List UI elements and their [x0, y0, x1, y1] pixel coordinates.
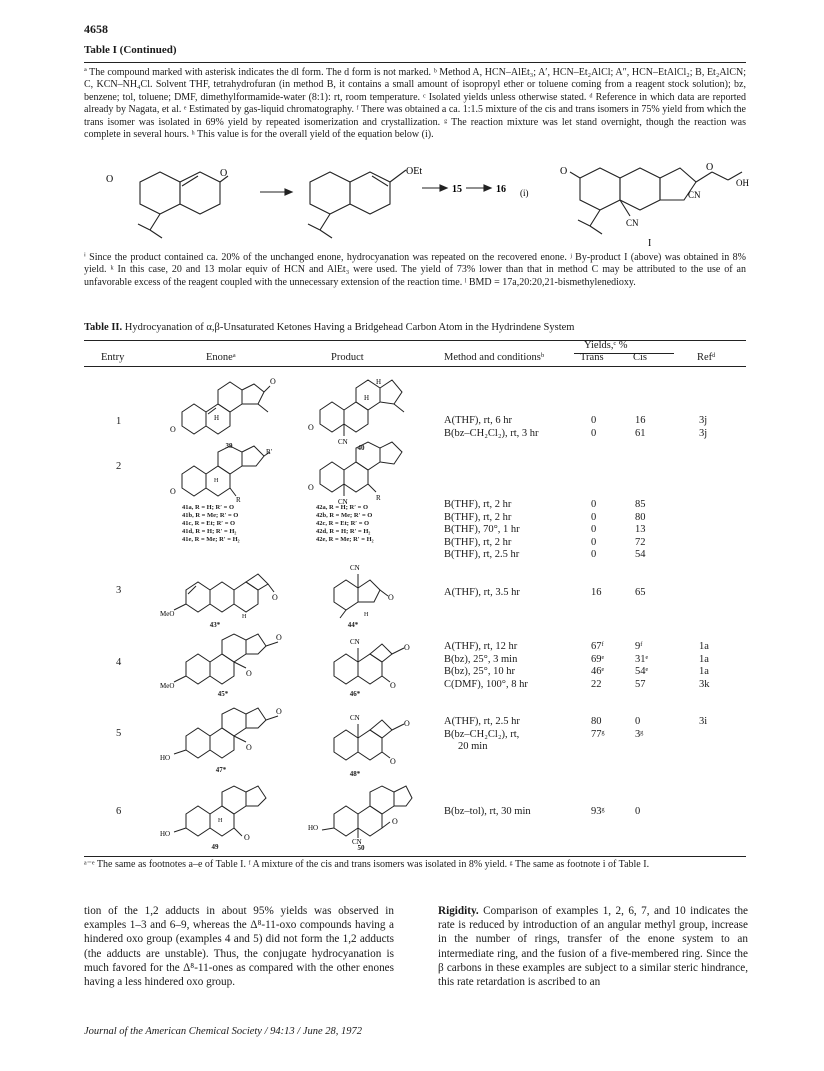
body-right-text: Comparison of examples 1, 2, 6, 7, and 10 indicates the rate is reduced by introduction of an angular methyl group, increase in the number of rings, transfer of the enone system to an intermediate ring, and the fusion of a five-membered ring. Since the β carbons in these examples are subject to a similar steric hindrance, this rate retardation is ascribed to an: [438, 905, 749, 989]
row1-product-h2: H: [364, 394, 370, 402]
row2-enone-structure: [170, 444, 280, 502]
row3-enone-structure: [160, 570, 280, 620]
row1-entry: 1: [116, 416, 122, 427]
row4-product-o1: O: [404, 643, 410, 652]
row5-enone-ho: HO: [160, 754, 171, 762]
row4-entry: 4: [116, 657, 122, 668]
row4-method-4: C(DMF), 100°, 8 hr: [444, 678, 528, 690]
row1-method-2: B(bz–CH₂Cl₂), rt, 3 hr: [444, 427, 539, 439]
row3-enone-label: 43*: [209, 621, 221, 629]
row1-trans-2: 0: [591, 427, 597, 439]
row1-methods: [444, 415, 539, 440]
row6-enone-structure: [160, 784, 290, 840]
row4-product-structure: [320, 632, 420, 692]
row3-product-cn: CN: [350, 564, 360, 572]
row4-cis: [635, 641, 648, 691]
header-ref: Refᵈ: [697, 352, 716, 363]
row4-cis-3: 54ᵉ: [635, 666, 649, 678]
eq-cn-2: CN: [626, 218, 639, 228]
row5-enone-o2: O: [246, 743, 252, 752]
row4-ref-4: 3k: [699, 678, 710, 690]
header-trans: Trans: [580, 352, 604, 363]
row2-method-3: B(THF), 70°, 1 hr: [444, 524, 520, 536]
header-yields: Yields,ᶜ %: [584, 340, 628, 351]
eq-o-3: O: [706, 162, 714, 173]
row2-product-sublabel-5: 42e, R = Me; R′ = H₂: [316, 536, 374, 544]
table2-title: [84, 322, 574, 333]
eq-o-left: O: [106, 174, 114, 185]
row5-enone-label: 47*: [215, 766, 227, 774]
row1-enone-h: H: [214, 414, 220, 422]
row2-enone-h: H: [214, 478, 219, 484]
row3-enone-h: H: [242, 614, 247, 620]
row2-trans-1: 0: [591, 499, 597, 510]
table2-rule-header: [84, 366, 746, 367]
row2-enone-o: O: [170, 487, 176, 496]
row3-cis-1: 65: [635, 587, 646, 598]
row5-ref-1: 3i: [699, 716, 708, 727]
row2-entry: 2: [116, 461, 122, 472]
row1-product-h1: H: [376, 378, 382, 386]
row5-enone-o1: O: [276, 707, 282, 716]
row4-trans-4: 22: [591, 678, 602, 690]
eq-substituent: OEt: [406, 166, 423, 177]
row3-product-structure: [320, 560, 410, 620]
row2-cis-3: 13: [635, 524, 646, 536]
row3-method-1: A(THF), rt, 3.5 hr: [444, 587, 520, 598]
row5-product-label: 48*: [349, 770, 361, 778]
table-continued-label: Table I (Continued): [84, 44, 177, 56]
row2-cis-4: 72: [635, 536, 646, 548]
row1-enone-label: 39: [225, 442, 233, 450]
row4-trans-2: 69ᵉ: [591, 653, 605, 665]
row2-product-structure: [306, 440, 416, 504]
eq-label: (i): [520, 188, 529, 198]
table1-footnotes-2: [84, 252, 746, 289]
row4-ref-2: 1a: [699, 653, 709, 665]
page-number: 4658: [84, 22, 108, 36]
row1-refs: [699, 415, 707, 440]
row2-cis-2: 80: [635, 511, 646, 523]
row4-method-2: B(bz), 25°, 3 min: [444, 653, 518, 665]
row5-product-o2: O: [390, 757, 396, 766]
row3-product-label: 44*: [347, 621, 359, 629]
table1-footnote-text: ª The compound marked with asterisk indicates the dl form. The d form is not marked. ᵇ Method A, HCN–AlEt₃; A′, HCN–Et₂AlCl; A″, HCN–EtAlCl₂; B, Et₂AlCN; C, KCN–NH₄Cl. Solvent THF, tetrahydrofuran (in method B, it contains a small amount of isopropyl ether or toluene coming from a reagent stock solution); bz, benzene; tol, toluene; DMF, dimethylformamide-water (8:1): rt, room temperature. ᶜ Isolated yields unless otherwise stated. ᵈ Reference in which data are reported already by Nagata, et al. ᵉ Estimated by gas-liquid chromatography. ᶠ There was obtained a ca. 1:1.5 mixture of the cis and trans isomers in 75% yield from which the trans isomer was isolated in 69% yield by repeated isomerization and crystallization. ᵍ The reaction mixture was let stand overnight, though the reaction was complete in several hours. ʰ This value is for the overall yield of the equation below (i).: [84, 67, 746, 141]
row4-enone-label: 45*: [217, 690, 229, 698]
row1-enone-structure: [170, 372, 290, 438]
row2-method-1: B(THF), rt, 2 hr: [444, 499, 512, 510]
table1-footnote-text-2: ⁱ Since the product contained ca. 20% of the unchanged enone, hydrocyanation was repeated on the recovered enone. ʲ By-product I (above) was obtained in 8% yield. ᵏ In this case, 20 and 13 molar equiv of HCN and AlEt₃ were used. The yield of 73% lower than that in method C may be attributed to the use of an unfavorable excess of the reagent coupled with the unnecessary extension of the reaction time. ˡ BMD = 17a,20:20,21-bismethylenedioxy.: [84, 252, 746, 288]
row4-trans: [591, 641, 604, 691]
row4-enone-o2: O: [246, 669, 252, 678]
row6-product-cn: CN: [352, 838, 362, 846]
row5-trans-2: 77ᵍ: [591, 728, 605, 740]
row2-enone-rp: R′: [266, 448, 273, 456]
row6-trans-1: 93ᵍ: [591, 806, 605, 817]
row3-enone-o: O: [272, 593, 278, 602]
row6-cis-1: 0: [635, 806, 641, 817]
row4-enone-meo: MeO: [160, 682, 175, 690]
table2-rule-top: [84, 340, 746, 341]
row2-product-r: R: [376, 494, 381, 502]
row2-trans-3: 0: [591, 524, 597, 536]
row4-product-o2: O: [390, 681, 396, 690]
row1-enone-o2: O: [270, 377, 276, 386]
row5-trans: [591, 716, 605, 741]
eq-step-16: 16: [496, 184, 506, 195]
row5-method-1: A(THF), rt, 2.5 hr: [444, 716, 520, 727]
body-left-text: tion of the 1,2 adducts in about 95% yields was observed in examples 1–3 and 6–9, whereas the Δ⁸-11-oxo compounds having a hindered oxo group (examples 4 and 5) did not form the 1,2 adducts (the adducts are unstable). Thus, the conjugate hydrocyanation is much favored for the Δ⁸-11-ones as compared with the other enones having a less hindered oxo group.: [84, 905, 394, 989]
header-enone: Enoneᵃ: [206, 352, 236, 363]
row1-cis: [635, 415, 646, 440]
row4-cis-2: 31ᵉ: [635, 653, 649, 665]
row4-cis-4: 57: [635, 678, 646, 690]
row4-trans-1: 67ᶠ: [591, 641, 604, 652]
journal-reference: Journal of the American Chemical Society / 94:13 / June 28, 1972: [84, 1026, 362, 1037]
row2-cis-1: 85: [635, 499, 646, 510]
row5-product-structure: [320, 708, 420, 768]
row1-product-o: O: [308, 423, 314, 432]
row4-methods: [444, 641, 528, 691]
eq-oh: OH: [736, 178, 749, 188]
row3-entry: 3: [116, 585, 122, 596]
row3-product-h: H: [364, 612, 369, 618]
row2-product-sublabels: [316, 504, 374, 544]
table2-title-bold: Table II.: [84, 322, 123, 333]
row4-ref-3: 1a: [699, 666, 709, 678]
body-right-column: [438, 904, 748, 989]
row2-product-sublabel-3: 42c, R = Et; R′ = O: [316, 520, 370, 528]
row1-product-structure: [306, 370, 416, 446]
row6-product-structure: [308, 784, 418, 844]
row4-method-1: A(THF), rt, 12 hr: [444, 641, 518, 652]
row2-enone-sublabel-3: 41c, R = Et; R′ = O: [182, 520, 236, 528]
row1-trans: [591, 415, 596, 440]
row5-methods: [444, 716, 520, 754]
row6-enone-label: 49: [211, 843, 219, 851]
header-product: Product: [331, 352, 364, 363]
row2-product-sublabel-1: 42a, R = H; R′ = O: [316, 504, 369, 511]
row2-method-5: B(THF), rt, 2.5 hr: [444, 549, 520, 561]
row5-method-3: 20 min: [458, 741, 488, 753]
row3-trans-1: 16: [591, 587, 602, 598]
row5-cis: [635, 716, 643, 741]
row2-trans: [591, 499, 596, 562]
row2-product-sublabel-2: 42b, R = Me; R′ = O: [316, 512, 373, 520]
row4-enone-o1: O: [276, 633, 282, 642]
row2-trans-4: 0: [591, 536, 597, 548]
row6-product-label: 50: [357, 844, 365, 852]
row2-trans-5: 0: [591, 549, 597, 561]
row5-cis-1: 0: [635, 716, 641, 727]
header-entry: Entry: [101, 352, 125, 363]
row5-enone-structure: [160, 706, 290, 762]
header-cis: Cis: [633, 352, 648, 363]
rule-top: [84, 62, 746, 63]
row6-enone-o: O: [244, 833, 250, 842]
table2-footnote: [84, 859, 746, 871]
row2-enone-r: R: [236, 496, 241, 504]
eq-o-1: O: [220, 168, 228, 179]
row6-product-ho: HO: [308, 824, 319, 832]
ring-a: [140, 172, 180, 214]
row4-cis-1: 9ᶠ: [635, 641, 643, 652]
table2-title-text: Hydrocyanation of α,β-Unsaturated Ketones Having a Bridgehead Carbon Atom in the Hydrindene System: [124, 322, 575, 333]
row4-enone-structure: [160, 632, 290, 688]
row1-cis-1: 16: [635, 415, 646, 426]
row2-trans-2: 0: [591, 511, 597, 523]
row2-enone-sublabel-1: 41a, R = H; R′ = O: [182, 504, 235, 511]
row6-enone-h: H: [218, 818, 223, 824]
eq-o-2: O: [560, 166, 568, 177]
eq-cn-1: CN: [688, 190, 701, 200]
row6-enone-ho: HO: [160, 830, 171, 838]
header-method: Method and conditionsᵇ: [444, 352, 545, 363]
table1-footnotes: [84, 67, 746, 141]
row2-cis: [635, 499, 646, 562]
row5-entry: 5: [116, 728, 122, 739]
row5-method-2: B(bz–CH₂Cl₂), rt,: [444, 728, 520, 740]
row1-trans-1: 0: [591, 415, 597, 426]
row3-product-o: O: [388, 593, 394, 602]
row2-product-sublabel-4: 42d, R = H; R′ = H₂: [316, 528, 371, 536]
table2-footnote-text: ᵃ⁻ᵉ The same as footnotes a–e of Table I. ᶠ A mixture of the cis and trans isomers was isolated in 8% yield. ᵍ The same as footnote i of Table I.: [84, 859, 650, 870]
row5-product-o1: O: [404, 719, 410, 728]
equation-i-structures: [106, 162, 750, 250]
row2-method-2: B(THF), rt, 2 hr: [444, 511, 512, 523]
row4-refs: [699, 641, 710, 691]
row6-entry: 6: [116, 806, 122, 817]
row2-cis-5: 54: [635, 549, 646, 561]
row5-cis-2: 3ᵍ: [635, 728, 644, 740]
row1-enone-o1: O: [170, 425, 176, 434]
eq-step-15: 15: [452, 184, 462, 195]
row2-enone-sublabel-2: 41b, R = Me; R′ = O: [182, 512, 239, 520]
row2-methods: [444, 499, 520, 562]
row3-enone-meo: MeO: [160, 610, 175, 618]
row4-product-cn: CN: [350, 638, 360, 646]
body-left-column: [84, 904, 394, 989]
row1-cis-2: 61: [635, 427, 646, 439]
row4-method-3: B(bz), 25°, 10 hr: [444, 666, 515, 678]
table2-rule-bottom: [84, 856, 746, 857]
row2-enone-sublabels: [182, 504, 240, 544]
row2-product-cn: CN: [338, 498, 348, 506]
row4-trans-3: 46ᵉ: [591, 666, 605, 678]
row4-ref-1: 1a: [699, 641, 709, 652]
row1-product-cn: CN: [338, 438, 348, 446]
row1-product-label: 40: [357, 444, 365, 452]
row5-trans-1: 80: [591, 716, 602, 727]
row2-enone-sublabel-5: 41e, R = Me; R′ = H₂: [182, 536, 240, 544]
row2-product-o: O: [308, 483, 314, 492]
eq-byproduct-label: I: [648, 238, 652, 249]
row1-ref-2: 3j: [699, 427, 708, 439]
body-right-heading: Rigidity.: [438, 905, 479, 917]
row2-method-4: B(THF), rt, 2 hr: [444, 536, 512, 548]
row5-product-cn: CN: [350, 714, 360, 722]
row4-product-label: 46*: [349, 690, 361, 698]
row6-product-o: O: [392, 817, 398, 826]
row1-method-1: A(THF), rt, 6 hr: [444, 415, 512, 426]
row2-enone-sublabel-4: 41d, R = H; R′ = H₂: [182, 528, 237, 536]
row1-ref-1: 3j: [699, 415, 708, 426]
row6-method-1: B(bz–tol), rt, 30 min: [444, 806, 531, 817]
ring-b: [180, 172, 220, 214]
